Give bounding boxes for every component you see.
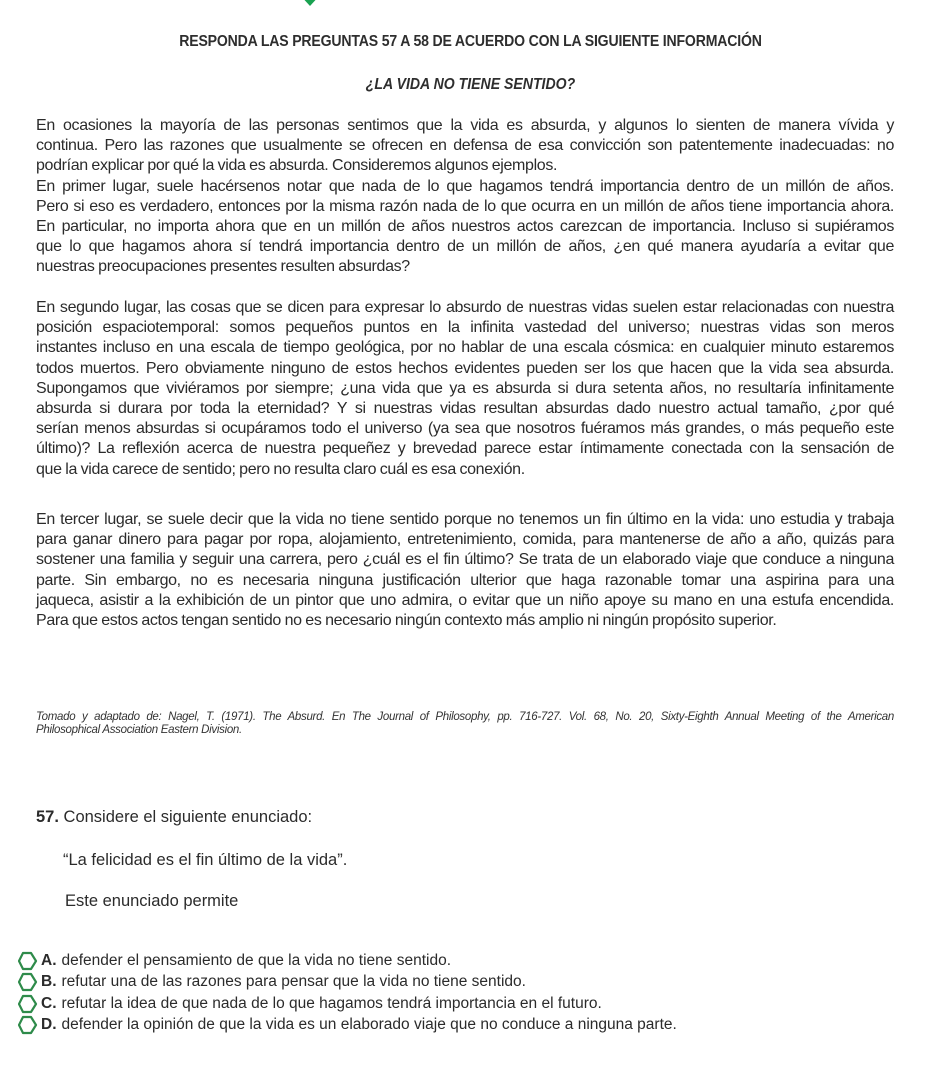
source-citation — [36, 711, 894, 737]
option-a[interactable] — [18, 950, 677, 972]
text-line: jaqueca, asistir a la exhibición de un pintor que uno admira, o evitar que un niño apoye su mano en una estufa encendida. — [36, 591, 894, 609]
option-letter: A. — [41, 951, 57, 969]
question-number: 57. — [36, 808, 59, 826]
text-line: En segundo lugar, las cosas que se dicen para expresar lo absurdo de nuestras vidas suelen estar relacionadas con nuestra — [36, 299, 894, 316]
passage-paragraph-2 — [36, 298, 894, 480]
radio-button-icon[interactable] — [18, 951, 40, 971]
radio-button-icon[interactable] — [18, 994, 40, 1014]
option-text: defender la opinión de que la vida es un elaborado viaje que no conduce a ninguna parte. — [61, 1016, 677, 1034]
text-line: parte. Sin embargo, no es necesaria ninguna justificación ulterior que haga razonable tomar una aspirina para una — [36, 571, 894, 589]
text-line: En primer lugar, suele hacérsenos notar que nada de lo que hagamos tendrá importancia dentro de un millón de años. — [36, 177, 894, 195]
text-line: En particular, no importa ahora que en un millón de años nuestros actos carezcan de importancia. Incluso si supiéramos — [36, 218, 894, 236]
answer-options — [18, 950, 677, 1036]
text-line: que lo que hagamos ahora sí tendrá importancia dentro de un millón de años, ¿en qué manera ayudaría a evitar que — [36, 238, 894, 256]
option-text: refutar la idea de que nada de lo que hagamos tendrá importancia en el futuro. — [61, 994, 602, 1012]
text-line: para ganar dinero para pagar por ropa, alojamiento, entretenimiento, comida, para mantenerse de año a año, quizás para — [36, 531, 894, 549]
option-letter: C. — [41, 994, 57, 1012]
text-line: Supongamos que viviéramos por siempre; ¿una vida que ya es absurda si dura setenta años, no resultaría infinitamente — [36, 379, 894, 397]
text-line: instantes incluso en una escala de tiempo geológica, por no hablar de una escala cósmica: en cualquier minuto estaremos — [36, 339, 894, 357]
question-quote: “La felicidad es el fin último de la vida”. — [63, 851, 348, 869]
text-line: nuestras preocupaciones presentes resulten absurdas? — [36, 258, 410, 276]
text-line: todos muertos. Pero obviamente ninguno de estos hechos evidentes pueden ser los que hacen que la vida sea absurda. — [36, 359, 894, 377]
option-letter: D. — [41, 1016, 57, 1034]
text-line: En tercer lugar, se suele decir que la vida no tiene sentido porque no tenemos un fin último en la vida: uno estudia y trabaja — [36, 511, 894, 528]
option-c[interactable] — [18, 993, 677, 1015]
citation-line: Philosophical Association Eastern Division. — [36, 724, 242, 736]
text-line: posición espaciotemporal: somos pequeños puntos en la infinita vastedad del universo; nuestras vidas son meros — [36, 319, 894, 337]
text-line: que la vida carece de sentido; pero no resulta claro cuál es esa conexión. — [36, 460, 525, 478]
green-triangle-marker-icon — [299, 0, 321, 6]
text-line: Para que estos actos tengan sentido no es necesario ningún contexto más amplio ni ningún propósito superior. — [36, 612, 777, 630]
text-line: sostener una familia y seguir una carrera, pero ¿cuál es el fin último? Se trata de un elaborado viaje que conduce a ninguna — [36, 551, 894, 569]
text-line: último)? La reflexión acerca de nuestra pequeñez y brevedad parece estar íntimamente conectada con la sensación de — [36, 440, 894, 458]
text-line: Pero si eso es verdadero, entonces por la misma razón nada de lo que ocurra en un millón de años tiene importancia ahora. — [36, 197, 894, 215]
option-b[interactable] — [18, 972, 677, 994]
passage-paragraph-3 — [36, 510, 894, 631]
option-d[interactable] — [18, 1015, 677, 1037]
option-text: defender el pensamiento de que la vida no tiene sentido. — [61, 951, 452, 969]
question-stem — [36, 808, 312, 827]
option-text: refutar una de las razones para pensar que la vida no tiene sentido. — [61, 973, 526, 991]
text-line: absurda si durara por toda la eternidad? Y si nuestras vidas resultan absurdas dado nuestro actual tamaño, ¿por qué — [36, 400, 894, 418]
option-letter: B. — [41, 973, 57, 991]
question-text: Considere el siguiente enunciado: — [63, 808, 313, 826]
text-line: podrían explicar por qué la vida es absurda. Consideremos algunos ejemplos. — [36, 157, 558, 175]
citation-line: Tomado y adaptado de: Nagel, T. (1971). The Absurd. En The Journal of Philosophy, pp. 716-727. Vol. 68, No. 20, Sixty-Eighth Annual Meeting of the American — [36, 711, 894, 723]
radio-button-icon[interactable] — [18, 972, 40, 992]
question-prompt: Este enunciado permite — [65, 892, 239, 910]
text-line: En ocasiones la mayoría de las personas sentimos que la vida es absurda, y algunos lo sienten de manera vívida y — [36, 117, 894, 134]
passage-paragraph-1 — [36, 116, 894, 278]
text-line: serían menos absurdas si ocupáramos todo el universo (ya sea que nosotros fuéramos más grandes, o más pequeño este — [36, 420, 894, 438]
radio-button-icon[interactable] — [18, 1015, 40, 1035]
passage-title: ¿LA VIDA NO TIENE SENTIDO? — [365, 76, 576, 93]
text-line: continua. Pero las razones que usualmente se ofrecen en defensa de esa convicción son patentemente inadecuadas: no — [36, 137, 894, 155]
instruction-heading: RESPONDA LAS PREGUNTAS 57 A 58 DE ACUERDO CON LA SIGUIENTE INFORMACIÓN — [179, 33, 762, 50]
